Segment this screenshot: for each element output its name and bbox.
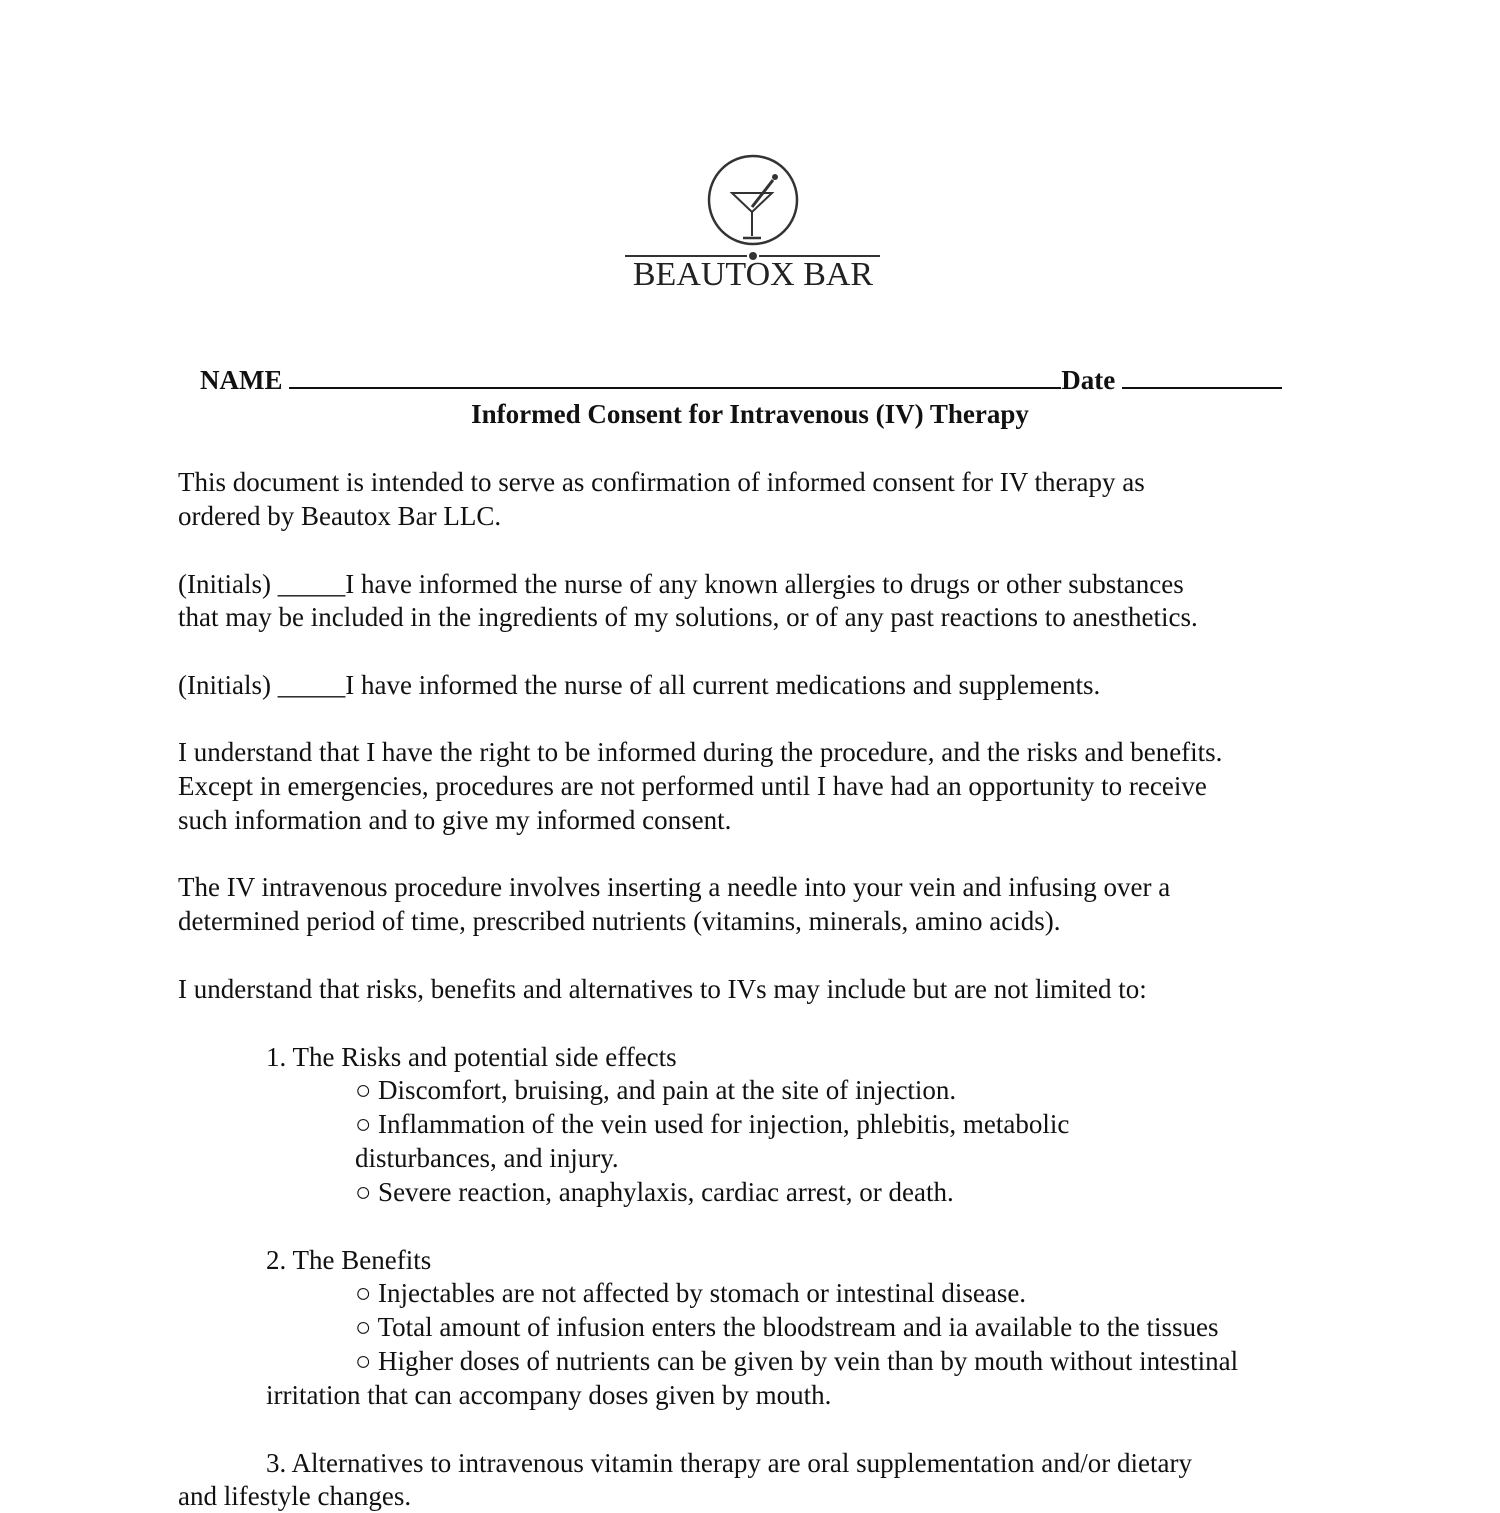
intro-line: ordered by Beautox Bar LLC. <box>178 501 502 531</box>
document-title: Informed Consent for Intravenous (IV) Therapy <box>471 399 1029 429</box>
list-item-risks: 1. The Risks and potential side effects <box>266 1042 677 1072</box>
list-subitem: disturbances, and injury. <box>355 1143 619 1173</box>
date-field[interactable] <box>1122 365 1282 389</box>
beautox-bar-logo <box>620 150 890 300</box>
name-label: NAME <box>200 365 283 395</box>
rights-line: such information and to give my informed consent. <box>178 805 732 835</box>
rights-line: I understand that I have the right to be informed during the procedure, and the risks and benefits. <box>178 737 1223 767</box>
list-subitem: ○ Severe reaction, anaphylaxis, cardiac arrest, or death. <box>355 1177 954 1207</box>
svg-text:BEAUTOX BAR: BEAUTOX BAR <box>632 256 874 293</box>
name-field[interactable] <box>289 365 1061 389</box>
date-label: Date <box>1061 365 1116 395</box>
list-item-benefits: 2. The Benefits <box>266 1245 432 1275</box>
medications-initials-line: (Initials) _____I have informed the nurse of all current medications and supplements. <box>178 670 1101 700</box>
list-subitem: ○ Inflammation of the vein used for injection, phlebitis, metabolic <box>355 1109 1070 1139</box>
list-subitem: ○ Discomfort, bruising, and pain at the site of injection. <box>355 1075 957 1105</box>
procedure-line: The IV intravenous procedure involves inserting a needle into your vein and infusing over a <box>178 872 1171 902</box>
list-item-alternatives: 3. Alternatives to intravenous vitamin therapy are oral supplementation and/or dietary <box>266 1448 1192 1478</box>
name-date-line <box>200 363 1282 397</box>
rights-line: Except in emergencies, procedures are not performed until I have had an opportunity to receive <box>178 771 1207 801</box>
procedure-line: determined period of time, prescribed nutrients (vitamins, minerals, amino acids). <box>178 906 1061 936</box>
list-subitem: ○ Total amount of infusion enters the bloodstream and ia available to the tissues <box>355 1312 1219 1342</box>
list-subitem: ○ Higher doses of nutrients can be given by vein than by mouth without intestinal <box>355 1346 1239 1376</box>
allergies-initials-line: that may be included in the ingredients of my solutions, or of any past reactions to anesthetics. <box>178 602 1198 632</box>
allergies-initials-line: (Initials) _____I have informed the nurse of any known allergies to drugs or other substances <box>178 569 1184 599</box>
list-subitem: irritation that can accompany doses given by mouth. <box>266 1380 832 1410</box>
list-item-alternatives: and lifestyle changes. <box>178 1481 412 1511</box>
risks-intro: I understand that risks, benefits and alternatives to IVs may include but are not limited to: <box>178 974 1147 1004</box>
intro-line: This document is intended to serve as confirmation of informed consent for IV therapy as <box>178 467 1145 497</box>
list-subitem: ○ Injectables are not affected by stomach or intestinal disease. <box>355 1278 1027 1308</box>
